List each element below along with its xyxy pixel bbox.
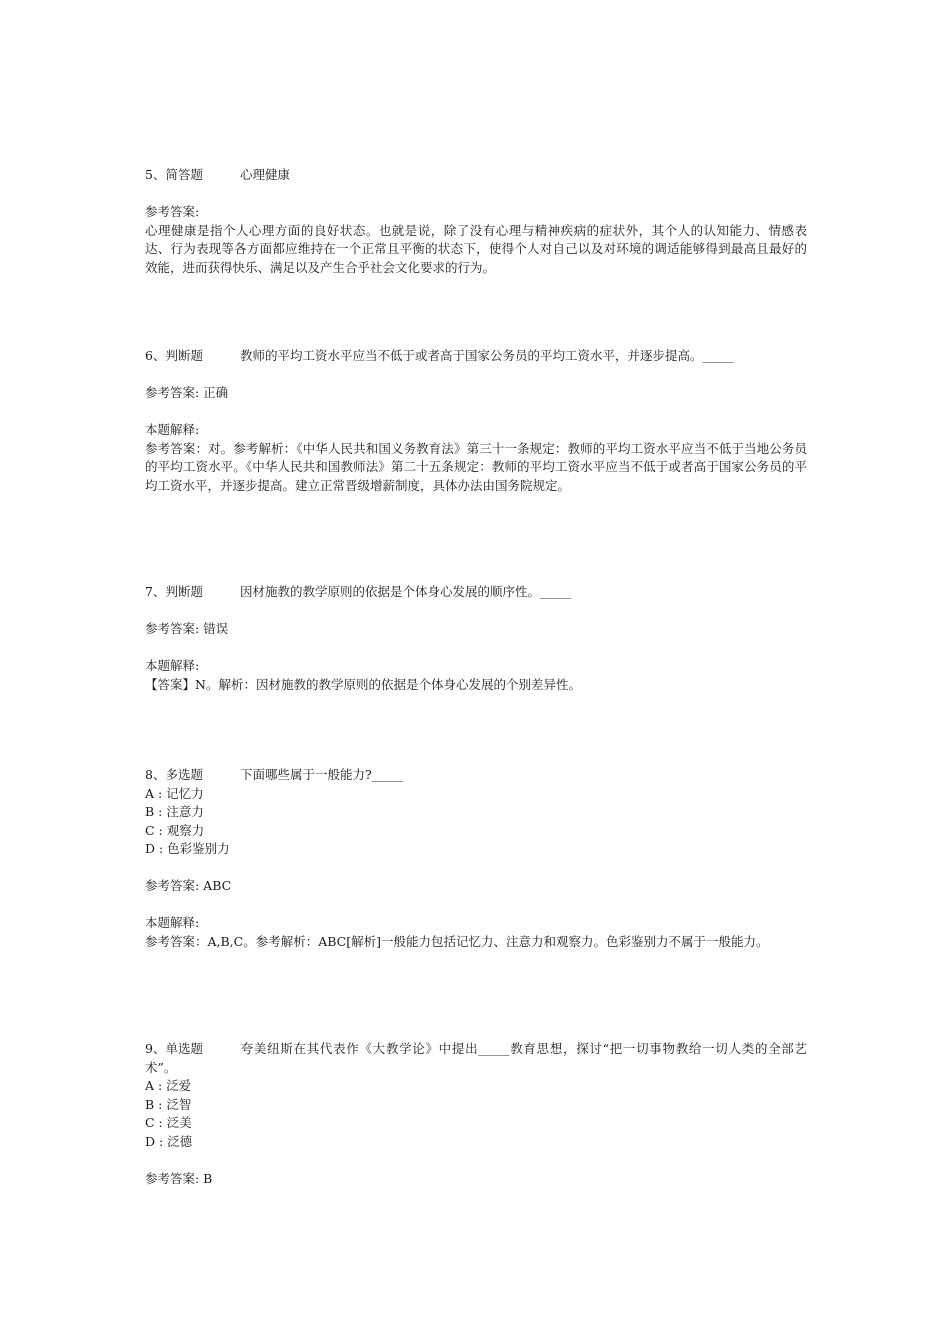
option-b: B : 注意力: [145, 804, 204, 819]
option-d: D : 色彩鉴别力: [145, 841, 230, 856]
question-stem: 夸美纽斯在其代表作《大教学论》中提出_____教育思想，探讨“把一切事物教给一切人类的全部艺术”。: [145, 1041, 807, 1075]
explanation-text: 参考答案：对。参考解析：《中华人民共和国义务教育法》第三十一条规定：教师的平均工资水平应当不低于当地公务员的平均工资水平。《中华人民共和国教师法》第二十五条规定：教师的平均工资水平应当不低于或者高于国家公务员的平均工资水平，并逐步提高。建立正常晋级增薪制度，具体办法由国务院规定。: [145, 440, 807, 493]
answer-text: 心理健康是指个人心理方面的良好状态。也就是说，除了没有心理与精神疾病的症状外，其个人的认知能力、情感表达、行为表现等各方面都应维持在一个正常且平衡的状态下，使得个人对自己以及对环境的调适能够得到最高且最好的效能，进而获得快乐、满足以及产生合乎社会文化要求的行为。: [145, 222, 807, 275]
question-header: [145, 766, 807, 785]
answer-line: 参考答案: B: [145, 1170, 213, 1186]
question-stem: 教师的平均工资水平应当不低于或者高于国家公务员的平均工资水平，并逐步提高。_____: [240, 348, 734, 363]
question-7: [145, 583, 807, 694]
option-a: A : 记忆力: [145, 785, 204, 801]
question-number: 7、判断题: [145, 584, 203, 599]
question-header: [145, 1040, 807, 1077]
explanation-text: 参考答案：A,B,C。参考解析：ABC[解析]一般能力包括记忆力、注意力和观察力。色彩鉴别力不属于一般能力。: [145, 933, 769, 949]
option-a: A : 泛爱: [145, 1078, 192, 1093]
question-6: [145, 347, 807, 495]
question-stem: 心理健康: [240, 167, 291, 182]
question-header: [145, 347, 807, 366]
option-b: B : 泛智: [145, 1096, 192, 1112]
option-c: C : 泛美: [145, 1115, 192, 1130]
answer-line: 参考答案: 错误: [145, 621, 229, 636]
question-number: 6、判断题: [145, 348, 203, 363]
explanation-text: 【答案】N。解析：因材施教的教学原则的依据是个体身心发展的个别差异性。: [145, 676, 581, 692]
question-stem: 下面哪些属于一般能力?_____: [240, 767, 403, 782]
explanation-label: 本题解释:: [145, 658, 200, 673]
explanation-label: 本题解释:: [145, 422, 200, 437]
question-8: [145, 766, 807, 951]
question-header: [145, 583, 807, 602]
option-d: D : 泛德: [145, 1133, 193, 1149]
explanation-label: 本题解释:: [145, 915, 200, 930]
answer-label: 参考答案:: [145, 204, 200, 219]
question-header: [145, 166, 807, 185]
question-number: 5、简答题: [145, 167, 203, 182]
question-stem: 因材施教的教学原则的依据是个体身心发展的顺序性。_____: [240, 584, 572, 599]
option-c: C : 观察力: [145, 822, 205, 838]
answer-line: 参考答案: ABC: [145, 878, 232, 893]
answer-line: 参考答案: 正确: [145, 385, 229, 400]
question-5: [145, 166, 807, 277]
question-number: 9、单选题: [145, 1041, 203, 1056]
question-9: [145, 1040, 807, 1188]
question-number: 8、多选题: [145, 767, 203, 782]
